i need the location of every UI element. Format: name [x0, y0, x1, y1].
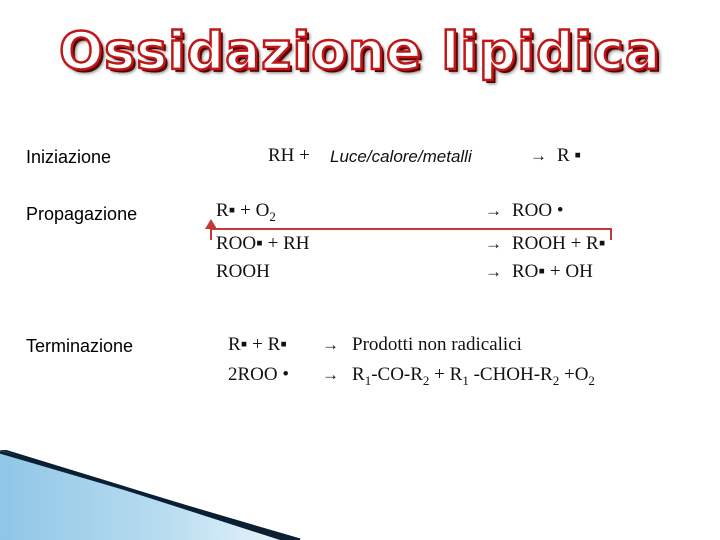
prop2-reactant: ROO▪ + RH — [216, 233, 310, 254]
label-iniziazione: Iniziazione — [26, 147, 112, 167]
slide-title: Ossidazione lipidica — [58, 22, 662, 82]
label-propagazione: Propagazione — [26, 204, 138, 224]
prop1-product: ROO • — [512, 200, 564, 221]
init-arrow: → — [530, 146, 547, 165]
prop1-reactant: R▪ + $O_2$ — [216, 200, 276, 224]
label-terminazione: Terminazione — [26, 336, 134, 356]
prop3-arrow: → — [485, 262, 502, 281]
init-reactant: RH + — [268, 145, 310, 166]
prop2-product: ROOH + R▪ — [512, 233, 606, 254]
term1-product: Prodotti non radicalici — [352, 334, 522, 355]
term1-reactant: R▪ + R▪ — [228, 334, 288, 355]
term2-arrow: → — [322, 365, 339, 384]
prop3-product: RO▪ + OH — [512, 261, 593, 282]
init-condition: Luce/calore/metalli — [330, 147, 472, 166]
prop1-arrow: → — [485, 201, 502, 220]
prop2-arrow: → — [485, 234, 502, 253]
term1-arrow: → — [322, 335, 339, 354]
init-product: R ▪ — [557, 145, 582, 166]
decorative-wedge — [0, 450, 720, 540]
term2-product: $R_1-CO-R_2 + R_1$ $-CHOH-R_2 +O_2$ — [352, 364, 595, 388]
term2-reactant: 2ROO • — [228, 364, 290, 385]
prop3-reactant: ROOH — [216, 261, 270, 282]
